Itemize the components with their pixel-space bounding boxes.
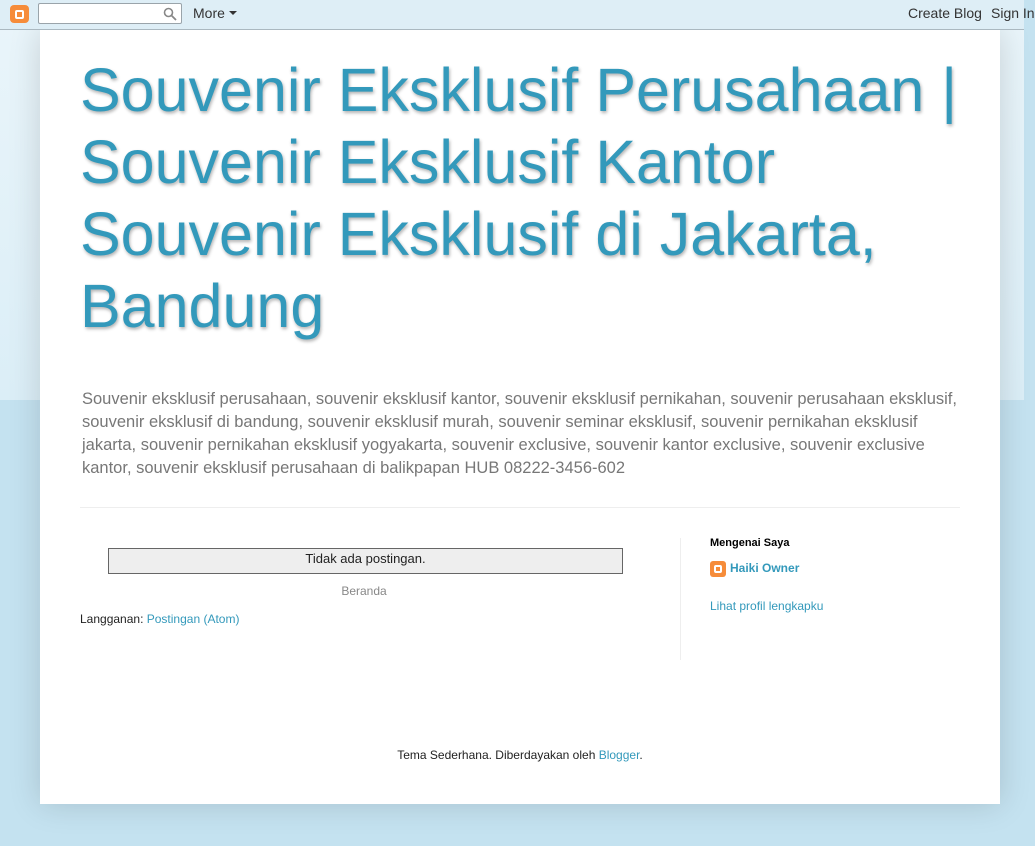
subscribe-line	[80, 612, 239, 626]
blog-description: Souvenir eksklusif perusahaan, souvenir eksklusif kantor, souvenir eksklusif pernikahan, souvenir perusahaan eksklusif, souvenir eksklusif di bandung, souvenir eksklusif murah, souvenir seminar eksklusif, souvenir pernikahan eksklusif jakarta, souvenir pernikahan eksklusif yogyakarta, souvenir exclusive, souvenir kantor exclusive, souvenir exclusive kantor, souvenir eksklusif perusahaan di balikpapan HUB 08222-3456-602	[82, 390, 957, 477]
more-label: More	[193, 5, 225, 21]
home-link[interactable]	[40, 584, 690, 598]
more-menu-button[interactable]	[193, 5, 237, 21]
profile-name-link[interactable]: Haiki Owner	[730, 561, 800, 575]
full-profile-link[interactable]: Lihat profil lengkapku	[710, 599, 824, 613]
sidebar-title: Mengenai Saya	[710, 537, 790, 549]
blogger-navbar	[0, 0, 1035, 30]
search-box[interactable]	[38, 3, 182, 24]
create-blog-link[interactable]: Create Blog	[908, 5, 982, 21]
blogger-link[interactable]: Blogger	[598, 748, 640, 762]
blogger-profile-icon	[710, 561, 726, 577]
no-posts-message: Tidak ada postingan.	[108, 548, 623, 574]
blog-title[interactable]: Souvenir Eksklusif Perusahaan | Souvenir Eksklusif Kantor Souvenir Eksklusif di Jakarta, Bandung	[80, 56, 958, 340]
search-icon[interactable]	[163, 7, 177, 21]
footer-text: Tema Sederhana. Diberdayakan oleh	[397, 748, 599, 762]
caret-down-icon	[229, 11, 237, 15]
footer-suffix: .	[639, 748, 643, 762]
header-divider	[80, 507, 960, 508]
home-link-label[interactable]: Beranda	[341, 584, 387, 598]
content-panel	[40, 30, 1000, 804]
search-input[interactable]	[39, 4, 157, 23]
blogger-logo-icon[interactable]	[10, 5, 29, 23]
sign-in-link[interactable]: Sign In	[991, 5, 1035, 21]
atom-feed-link[interactable]: Postingan (Atom)	[146, 612, 240, 626]
footer	[40, 748, 1000, 762]
sidebar-divider	[680, 538, 681, 660]
subscribe-label: Langganan:	[80, 612, 144, 626]
